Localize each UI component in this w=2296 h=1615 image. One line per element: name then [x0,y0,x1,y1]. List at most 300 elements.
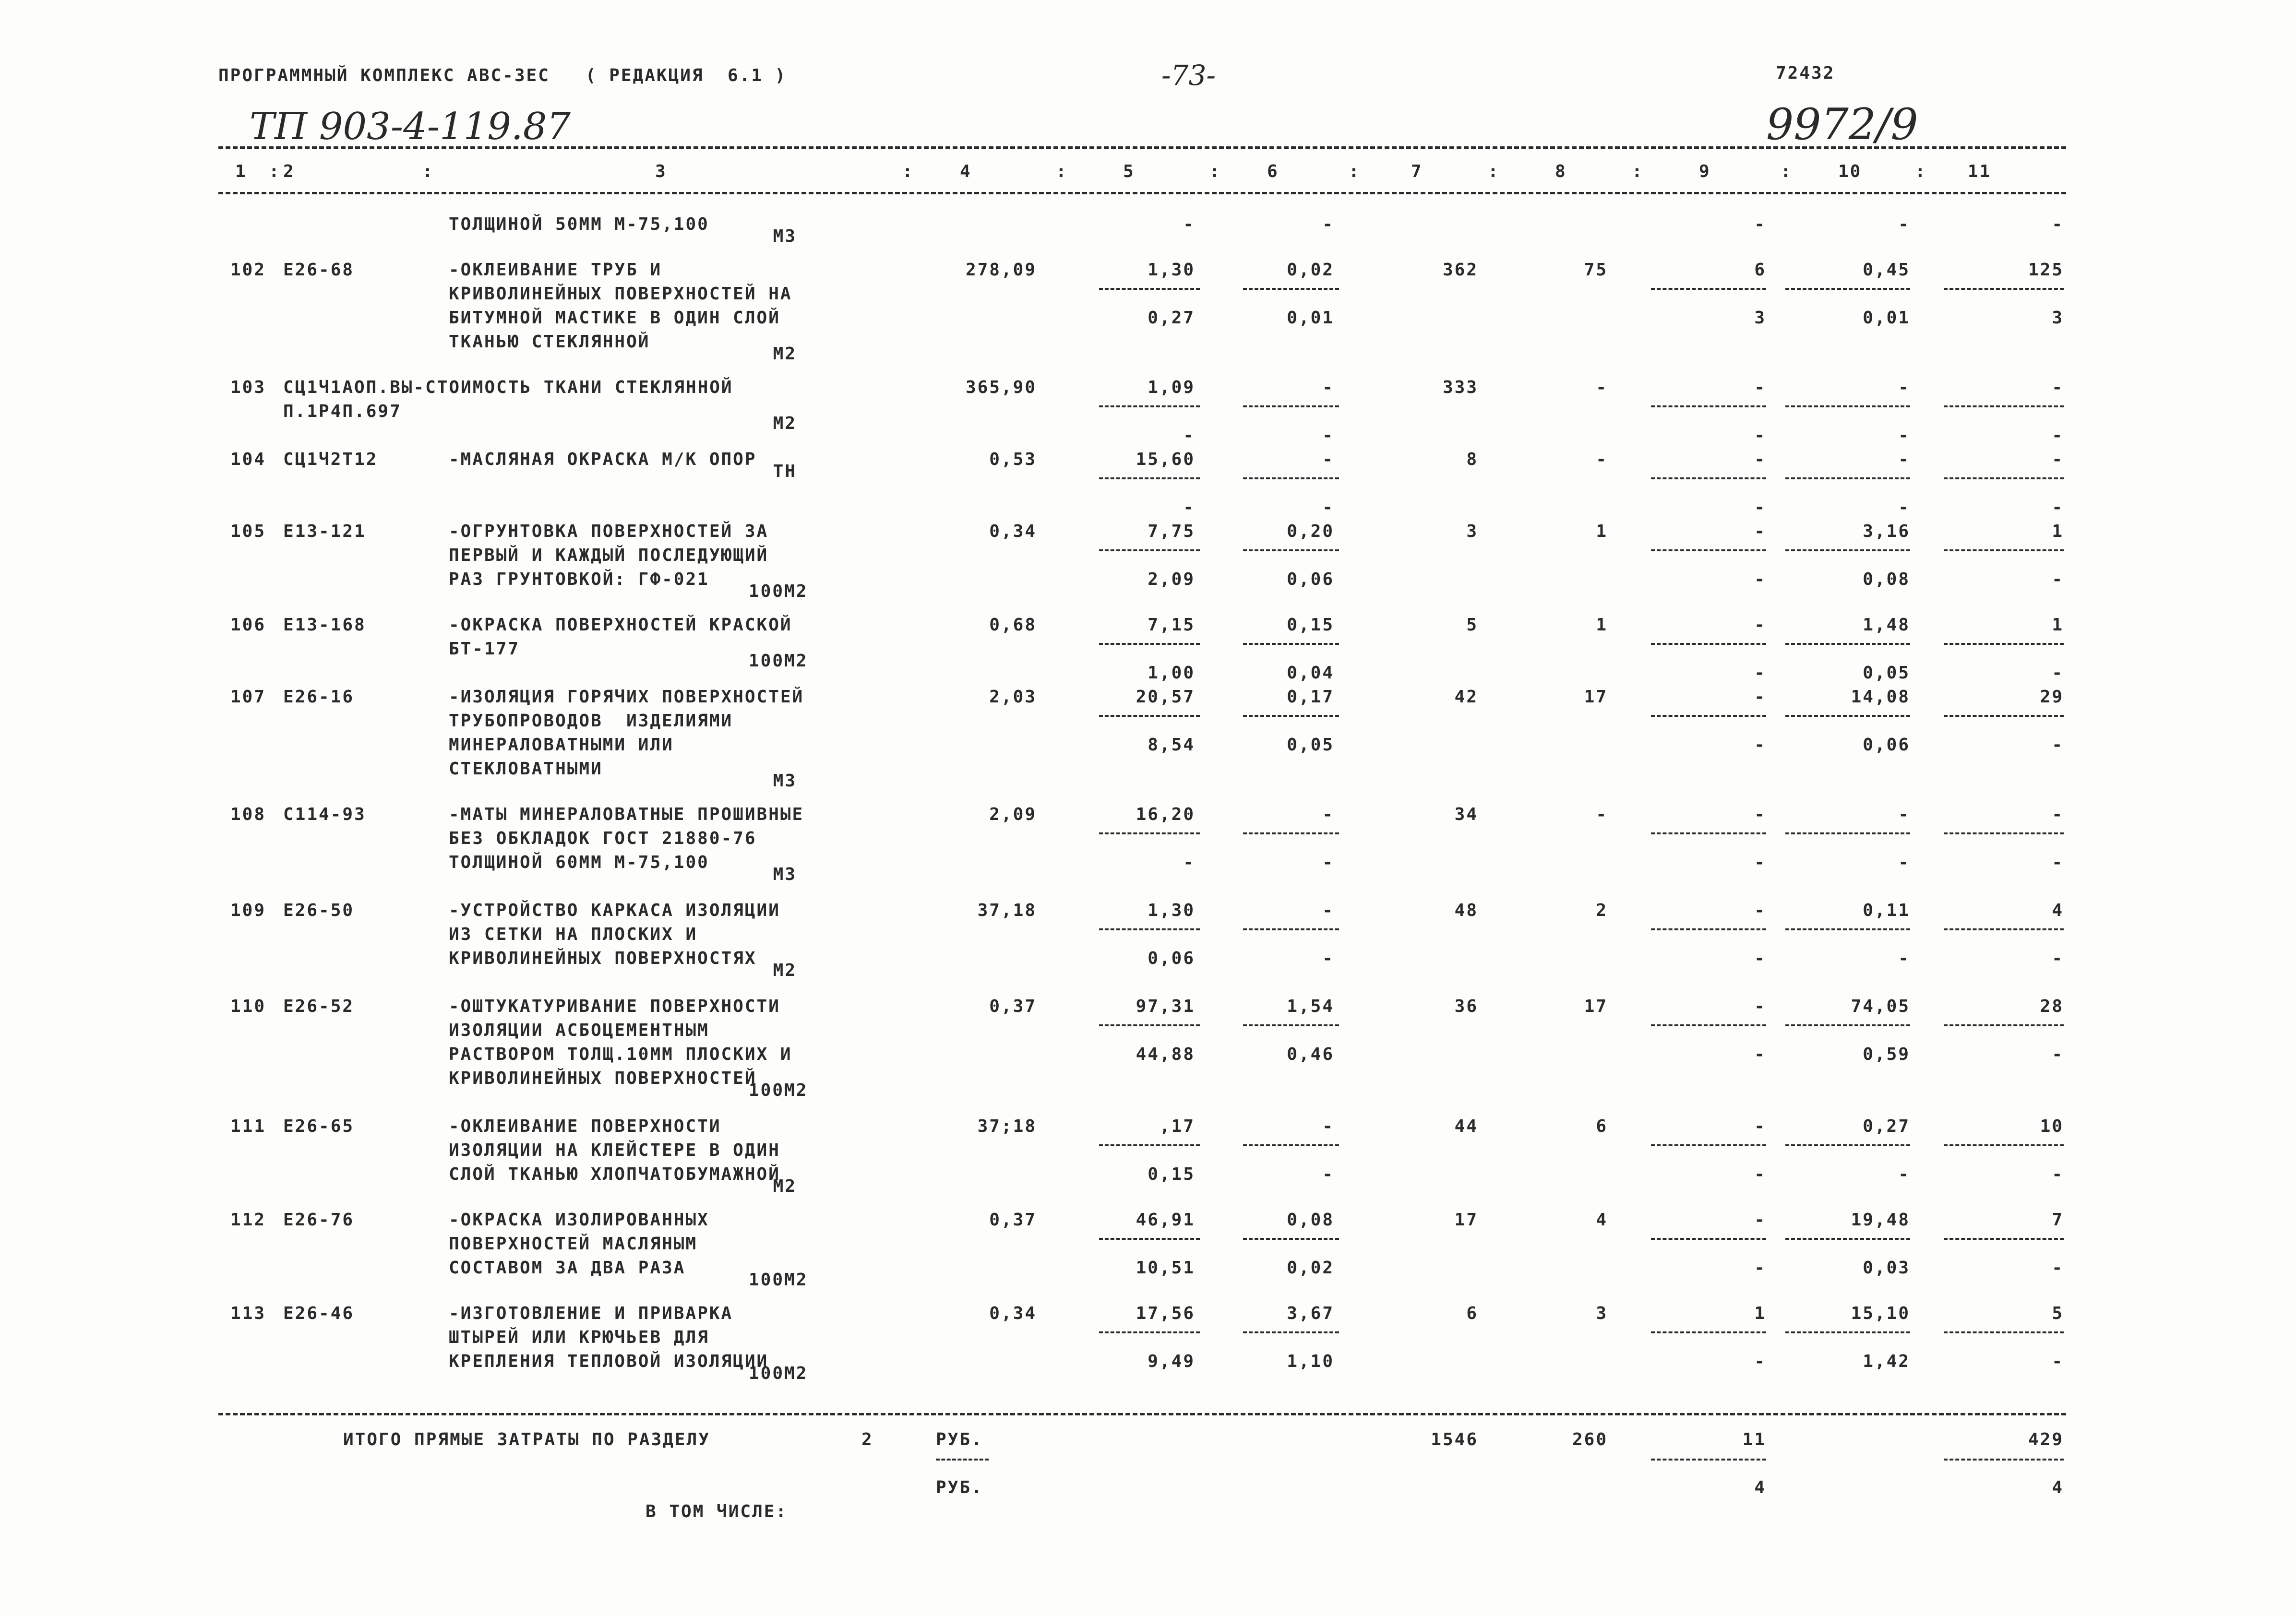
row-code: Е26-52 [283,997,355,1016]
total-currency-2: РУБ. [936,1478,983,1497]
row-c8: 1 [1596,615,1608,635]
row-unit: 100М2 [749,1270,808,1290]
row-c10-dash [1785,643,1910,645]
header-rule-bottom [218,192,2066,194]
row-c10-top: - [1898,450,1910,469]
row-c6-dash [1243,832,1339,834]
row-c10-bottom: 1,42 [1863,1352,1910,1371]
row-c5-bottom: 1,00 [1148,663,1195,683]
row-c6-top: - [1322,214,1334,234]
row-description-line: МИНЕРАЛОВАТНЫМИ ИЛИ [449,735,674,755]
row-c6-bottom: 0,46 [1287,1045,1334,1064]
row-c6-top: 0,20 [1287,522,1334,541]
row-c6-top: 0,02 [1287,260,1334,280]
row-c11-dash [1944,1331,2064,1333]
column-separator: : [1781,162,1793,181]
row-c11-top: 4 [2052,901,2064,920]
row-c11-dash [1944,288,2064,290]
row-c9-dash [1651,1238,1766,1240]
row-c5-dash [1099,1144,1200,1146]
row-c11-dash [1944,715,2064,717]
row-unit: 100М2 [749,1081,808,1100]
row-c10-top: 1,48 [1863,615,1910,635]
row-c6-dash [1243,1238,1339,1240]
row-description-line: КРИВОЛИНЕЙНЫХ ПОВЕРХНОСТЕЙ [449,1069,757,1088]
row-c11-bottom: - [2052,498,2064,517]
row-c10-bottom: - [1898,949,1910,968]
row-c8: 4 [1596,1210,1608,1230]
row-unit: М3 [773,226,797,246]
row-c9-top: - [1754,522,1766,541]
total-rule [218,1413,2066,1415]
row-c6-dash [1243,1024,1339,1026]
row-c8: 17 [1584,997,1608,1016]
row-c10-bottom: - [1898,853,1910,872]
row-description-line: -МАСЛЯНАЯ ОКРАСКА М/К ОПОР [449,450,757,469]
column-header-3: 3 [655,162,667,181]
row-c10-dash [1785,1238,1910,1240]
row-description-line: -ОКРАСКА ИЗОЛИРОВАННЫХ [449,1210,709,1230]
total-label: ИТОГО ПРЯМЫЕ ЗАТРАТЫ ПО РАЗДЕЛУ [343,1430,710,1449]
row-c9-top: - [1754,1116,1766,1136]
row-code: СЦ1Ч2Т12 [283,450,378,469]
column-separator: : [1349,162,1361,181]
row-c9-top: - [1754,1210,1766,1230]
row-description-line: ПЕРВЫЙ И КАЖДЫЙ ПОСЛЕДУЮЩИЙ [449,546,769,565]
row-c11-bottom: - [2052,663,2064,683]
row-c10-top: 74,05 [1851,997,1910,1016]
column-header-7: 7 [1411,162,1423,181]
row-quantity: 0,34 [989,1304,1037,1323]
row-c10-bottom: 0,59 [1863,1045,1910,1064]
total-col9-dash [1651,1459,1766,1461]
row-c6-top: 1,54 [1287,997,1334,1016]
row-c5-top: 16,20 [1136,805,1195,824]
row-c5-bottom: 2,09 [1148,570,1195,589]
row-c11-top: - [2052,378,2064,397]
row-c11-top: 28 [2040,997,2064,1016]
row-code-continued: П.1Р4П.697 [283,402,402,421]
total-col9: 11 [1742,1430,1766,1449]
row-c6-bottom: 0,02 [1287,1258,1334,1278]
row-description-line: СОСТАВОМ ЗА ДВА РАЗА [449,1258,686,1278]
total-col8: 260 [1572,1430,1608,1449]
row-c5-dash [1099,643,1200,645]
column-header-1: 1 [235,162,247,181]
row-quantity: 37,18 [977,901,1037,920]
row-number: 109 [230,901,266,920]
row-description-line: БТ-177 [449,639,520,659]
row-description-line: ТОЛЩИНОЙ 50ММ М-75,100 [449,214,709,234]
row-c11-dash [1944,477,2064,479]
row-quantity: 0,34 [989,522,1037,541]
total-section: 2 [861,1430,873,1449]
document-code: 72432 [1776,63,1835,83]
header-rule-top [218,146,2066,149]
row-c5-bottom: - [1183,426,1195,445]
column-separator: : [902,162,914,181]
row-unit: М3 [773,865,797,884]
row-c8: 6 [1596,1116,1608,1136]
row-c11-top: - [2052,805,2064,824]
row-c7: 333 [1442,378,1478,397]
row-c11-bottom: - [2052,1045,2064,1064]
row-c6-dash [1243,477,1339,479]
row-c10-bottom: 0,03 [1863,1258,1910,1278]
column-header-5: 5 [1123,162,1135,181]
row-description-line: КРЕПЛЕНИЯ ТЕПЛОВОЙ ИЗОЛЯЦИИ [449,1352,769,1371]
row-c6-top: 0,17 [1287,687,1334,707]
row-c11-bottom: - [2052,1164,2064,1184]
row-c10-dash [1785,549,1910,551]
row-c5-top: 46,91 [1136,1210,1195,1230]
row-c6-top: 3,67 [1287,1304,1334,1323]
row-c5-top: 1,30 [1148,901,1195,920]
row-c11-dash [1944,1144,2064,1146]
row-c9-dash [1651,1144,1766,1146]
row-quantity: 278,09 [965,260,1037,280]
row-c9-dash [1651,928,1766,930]
row-c11-bottom: 3 [2052,308,2064,328]
row-number: 111 [230,1116,266,1136]
row-c9-dash [1651,549,1766,551]
row-c9-bottom: - [1754,1164,1766,1184]
row-c8: - [1596,450,1608,469]
row-c11-bottom: - [2052,426,2064,445]
row-c6-bottom: - [1322,1164,1334,1184]
row-c7: 36 [1454,997,1478,1016]
row-description-line: ШТЫРЕЙ ИЛИ КРЮЧЬЕВ ДЛЯ [449,1328,709,1347]
row-c5-dash [1099,405,1200,407]
row-quantity: 2,09 [989,805,1037,824]
column-separator: : [1632,162,1644,181]
row-c9-top: 6 [1754,260,1766,280]
column-separator: : [1488,162,1500,181]
row-c5-dash [1099,928,1200,930]
column-header-8: 8 [1555,162,1567,181]
row-description-line: ТРУБОПРОВОДОВ ИЗДЕЛИЯМИ [449,711,733,731]
column-header-4: 4 [960,162,972,181]
row-description-line: -УСТРОЙСТВО КАРКАСА ИЗОЛЯЦИИ [449,901,780,920]
row-c9-top: - [1754,378,1766,397]
row-c9-dash [1651,643,1766,645]
row-c6-dash [1243,643,1339,645]
row-c10-top: 3,16 [1863,522,1910,541]
row-c9-top: - [1754,901,1766,920]
program-title: ПРОГРАММНЫЙ КОМПЛЕКС АВС-ЗЕС ( РЕДАКЦИЯ 6.1 ) [218,66,787,85]
row-c11-dash [1944,1024,2064,1026]
row-c5-dash [1099,288,1200,290]
row-c6-dash [1243,549,1339,551]
row-c11-bottom: - [2052,570,2064,589]
row-number: 104 [230,450,266,469]
row-c5-top: ,17 [1159,1116,1195,1136]
row-c7: 8 [1466,450,1478,469]
total-col7: 1546 [1431,1430,1478,1449]
row-c9-bottom: - [1754,735,1766,755]
row-c5-dash [1099,832,1200,834]
row-quantity: 0,37 [989,1210,1037,1230]
row-description-line: ТКАНЬЮ СТЕКЛЯННОЙ [449,332,650,352]
row-description-line: -ОКЛЕИВАНИЕ ТРУБ И [449,260,662,280]
row-c5-bottom: - [1183,498,1195,517]
row-c10-top: 14,08 [1851,687,1910,707]
row-c5-top: - [1183,214,1195,234]
row-c9-bottom: - [1754,949,1766,968]
row-c8: 17 [1584,687,1608,707]
row-c7: 362 [1442,260,1478,280]
row-description-line: БИТУМНОЙ МАСТИКЕ В ОДИН СЛОЙ [449,308,780,328]
row-c9-top: - [1754,687,1766,707]
row-c10-top: 15,10 [1851,1304,1910,1323]
row-unit: 100М2 [749,651,808,671]
row-c5-bottom: 44,88 [1136,1045,1195,1064]
row-quantity: 0,37 [989,997,1037,1016]
row-code: Е26-50 [283,901,355,920]
row-number: 108 [230,805,266,824]
page-number: -73- [1161,59,1216,92]
row-description-line: -ОКЛЕИВАНИЕ ПОВЕРХНОСТИ [449,1116,721,1136]
column-header-6: 6 [1267,162,1279,181]
row-c8: - [1596,805,1608,824]
row-c9-bottom: - [1754,498,1766,517]
row-c5-bottom: 10,51 [1136,1258,1195,1278]
row-c10-dash [1785,1331,1910,1333]
total-including: В ТОМ ЧИСЛЕ: [646,1502,788,1521]
row-description-line: ИЗОЛЯЦИИ НА КЛЕЙСТЕРЕ В ОДИН [449,1140,780,1160]
row-c9-bottom: 3 [1754,308,1766,328]
row-c10-top: 19,48 [1851,1210,1910,1230]
row-c10-bottom: 0,05 [1863,663,1910,683]
row-c10-bottom: - [1898,1164,1910,1184]
row-c6-bottom: 0,06 [1287,570,1334,589]
row-c6-dash [1243,715,1339,717]
row-c10-top: 0,27 [1863,1116,1910,1136]
row-c6-dash [1243,928,1339,930]
row-description-line: БЕЗ ОБКЛАДОК ГОСТ 21880-76 [449,829,757,848]
row-c10-dash [1785,832,1910,834]
row-c7: 6 [1466,1304,1478,1323]
row-c9-top: - [1754,805,1766,824]
row-c11-bottom: - [2052,735,2064,755]
row-c9-dash [1651,1024,1766,1026]
row-c9-dash [1651,288,1766,290]
row-description-line: СТЕКЛОВАТНЫМИ [449,759,603,779]
row-c6-top: - [1322,1116,1334,1136]
column-header-11: 11 [1968,162,1992,181]
row-c10-dash [1785,928,1910,930]
row-code: Е26-76 [283,1210,355,1230]
sheet-number: 9972/9 [1766,99,1918,150]
row-c5-dash [1099,1024,1200,1026]
row-c10-dash [1785,405,1910,407]
row-c7: 5 [1466,615,1478,635]
row-c8: 3 [1596,1304,1608,1323]
row-number: 110 [230,997,266,1016]
row-c6-dash [1243,405,1339,407]
row-c9-dash [1651,715,1766,717]
row-c10-dash [1785,477,1910,479]
row-c10-top: 0,45 [1863,260,1910,280]
row-unit: М2 [773,344,797,364]
row-c6-top: - [1322,901,1334,920]
row-c10-bottom: 0,01 [1863,308,1910,328]
column-separator: : [269,162,281,181]
row-c7: 17 [1454,1210,1478,1230]
row-c5-top: 1,30 [1148,260,1195,280]
row-c10-bottom: - [1898,426,1910,445]
row-c11-top: 125 [2028,260,2064,280]
row-c10-dash [1785,288,1910,290]
row-c10-dash [1785,1024,1910,1026]
row-description-line: ПОВЕРХНОСТЕЙ МАСЛЯНЫМ [449,1234,698,1254]
row-c5-top: 97,31 [1136,997,1195,1016]
row-c9-dash [1651,477,1766,479]
row-description-line: -МАТЫ МИНЕРАЛОВАТНЫЕ ПРОШИВНЫЕ [449,805,804,824]
row-c7: 42 [1454,687,1478,707]
row-c10-bottom: - [1898,498,1910,517]
row-code: Е26-68 [283,260,355,280]
row-c11-top: 5 [2052,1304,2064,1323]
row-c5-top: 17,56 [1136,1304,1195,1323]
row-description-line: СЛОЙ ТКАНЬЮ ХЛОПЧАТОБУМАЖНОЙ [449,1164,780,1184]
row-unit: 100М2 [749,1364,808,1383]
row-description-line: -ИЗОЛЯЦИЯ ГОРЯЧИХ ПОВЕРХНОСТЕЙ [449,687,804,707]
row-unit: М2 [773,961,797,980]
row-description-line: -ОГРУНТОВКА ПОВЕРХНОСТЕЙ ЗА [449,522,769,541]
row-description-line: ТОЛЩИНОЙ 60ММ М-75,100 [449,853,709,872]
row-description-line: ИЗ СЕТКИ НА ПЛОСКИХ И [449,925,698,944]
row-c6-top: 0,15 [1287,615,1334,635]
row-code: Е26-65 [283,1116,355,1136]
row-c11-dash [1944,928,2064,930]
row-c8: 75 [1584,260,1608,280]
column-separator: : [1915,162,1927,181]
row-c5-top: 7,15 [1148,615,1195,635]
row-number: 113 [230,1304,266,1323]
row-code: Е13-168 [283,615,366,635]
row-c8: 1 [1596,522,1608,541]
total-col9-b: 4 [1754,1478,1766,1497]
row-c6-bottom: - [1322,426,1334,445]
row-c6-top: 0,08 [1287,1210,1334,1230]
row-c10-top: 0,11 [1863,901,1910,920]
row-quantity: 365,90 [965,378,1037,397]
row-c7: 44 [1454,1116,1478,1136]
row-number: 102 [230,260,266,280]
row-c5-top: 1,09 [1148,378,1195,397]
row-c11-top: 1 [2052,615,2064,635]
row-unit: ТН [773,462,797,481]
project-number: ТП 903-4-119.87 [250,105,571,148]
row-c9-bottom: - [1754,1258,1766,1278]
total-col11-b: 4 [2052,1478,2064,1497]
row-c9-bottom: - [1754,570,1766,589]
row-description-line: КРИВОЛИНЕЙНЫХ ПОВЕРХНОСТЯХ [449,949,757,968]
row-c11-bottom: - [2052,949,2064,968]
row-unit: М2 [773,1176,797,1196]
row-code: СЦ1Ч1АОП.ВЫ-СТОИМОСТЬ ТКАНИ СТЕКЛЯННОЙ [283,378,733,397]
row-c11-dash [1944,1238,2064,1240]
row-c7: 3 [1466,522,1478,541]
row-c8: - [1596,378,1608,397]
row-c5-dash [1099,1331,1200,1333]
row-description-line: КРИВОЛИНЕЙНЫХ ПОВЕРХНОСТЕЙ НА [449,284,792,304]
row-c7: 48 [1454,901,1478,920]
row-c10-top: - [1898,214,1910,234]
row-c6-dash [1243,288,1339,290]
row-c11-top: - [2052,214,2064,234]
row-c5-bottom: 0,06 [1148,949,1195,968]
column-separator: : [1209,162,1221,181]
row-c6-top: - [1322,378,1334,397]
row-c11-top: 10 [2040,1116,2064,1136]
row-description-line: -ОКРАСКА ПОВЕРХНОСТЕЙ КРАСКОЙ [449,615,792,635]
row-c9-bottom: - [1754,1045,1766,1064]
row-quantity: 0,53 [989,450,1037,469]
row-c5-bottom: 9,49 [1148,1352,1195,1371]
row-c5-dash [1099,715,1200,717]
total-currency: РУБ. [936,1430,983,1449]
row-c11-dash [1944,832,2064,834]
row-description-line: РАСТВОРОМ ТОЛЩ.10ММ ПЛОСКИХ И [449,1045,792,1064]
row-quantity: 37;18 [977,1116,1037,1136]
row-quantity: 2,03 [989,687,1037,707]
row-c11-top: - [2052,450,2064,469]
total-currency-dash [936,1459,989,1461]
row-c11-dash [1944,643,2064,645]
row-c9-bottom: - [1754,1352,1766,1371]
total-col11: 429 [2028,1430,2064,1449]
row-c11-top: 7 [2052,1210,2064,1230]
row-description-line: ИЗОЛЯЦИИ АСБОЦЕМЕНТНЫМ [449,1021,709,1040]
row-c9-dash [1651,405,1766,407]
row-c9-top: - [1754,997,1766,1016]
row-number: 107 [230,687,266,707]
row-c9-dash [1651,832,1766,834]
column-header-2: 2 [283,162,295,181]
row-c11-bottom: - [2052,1352,2064,1371]
row-c10-bottom: 0,08 [1863,570,1910,589]
row-code: Е13-121 [283,522,366,541]
row-c5-bottom: 0,15 [1148,1164,1195,1184]
row-c5-bottom: 8,54 [1148,735,1195,755]
row-c10-bottom: 0,06 [1863,735,1910,755]
row-c10-top: - [1898,378,1910,397]
row-c5-top: 15,60 [1136,450,1195,469]
row-description-line: -ИЗГОТОВЛЕНИЕ И ПРИВАРКА [449,1304,733,1323]
row-c6-top: - [1322,450,1334,469]
row-c6-bottom: 1,10 [1287,1352,1334,1371]
row-c9-top: 1 [1754,1304,1766,1323]
row-c5-dash [1099,549,1200,551]
row-c11-top: 29 [2040,687,2064,707]
row-c6-bottom: 0,01 [1287,308,1334,328]
row-c6-bottom: - [1322,949,1334,968]
row-c9-top: - [1754,214,1766,234]
row-unit: 100М2 [749,582,808,601]
row-c6-top: - [1322,805,1334,824]
row-c9-top: - [1754,450,1766,469]
row-c11-bottom: - [2052,1258,2064,1278]
row-code: С114-93 [283,805,366,824]
row-c10-top: - [1898,805,1910,824]
row-c11-dash [1944,405,2064,407]
row-c5-top: 20,57 [1136,687,1195,707]
row-c5-dash [1099,1238,1200,1240]
row-c8: 2 [1596,901,1608,920]
row-number: 105 [230,522,266,541]
